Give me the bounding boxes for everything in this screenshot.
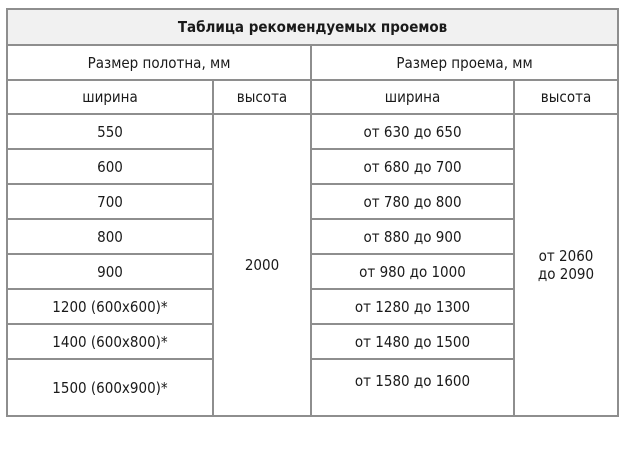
opening-height-line-2: до 2090 bbox=[537, 265, 595, 283]
leaf-width-cell: 900 bbox=[7, 254, 213, 289]
group-header-row bbox=[7, 45, 618, 80]
opening-height-line-1: от 2060 bbox=[538, 247, 594, 265]
leaf-width-cell: 800 bbox=[7, 219, 213, 254]
table-title: Таблица рекомендуемых проемов bbox=[7, 9, 618, 45]
opening-width-cell: от 1480 до 1500 bbox=[311, 324, 514, 359]
opening-height-cell bbox=[514, 114, 618, 416]
opening-width-cell: от 1280 до 1300 bbox=[311, 289, 514, 324]
table-row bbox=[7, 114, 618, 149]
leaf-width-header: ширина bbox=[7, 80, 213, 114]
recommended-openings-table-container bbox=[6, 8, 617, 417]
leaf-size-header: Размер полотна, мм bbox=[7, 45, 311, 80]
opening-height-header: высота bbox=[514, 80, 618, 114]
opening-width-cell: от 630 до 650 bbox=[311, 114, 514, 149]
opening-width-cell: от 980 до 1000 bbox=[311, 254, 514, 289]
leaf-width-cell: 1500 (600x900)* bbox=[7, 359, 213, 416]
leaf-width-cell: 1200 (600x600)* bbox=[7, 289, 213, 324]
leaf-width-cell: 700 bbox=[7, 184, 213, 219]
recommended-openings-table bbox=[6, 8, 619, 417]
opening-size-header: Размер проема, мм bbox=[311, 45, 618, 80]
leaf-width-cell: 1400 (600x800)* bbox=[7, 324, 213, 359]
leaf-width-cell: 600 bbox=[7, 149, 213, 184]
leaf-height-header: высота bbox=[213, 80, 311, 114]
opening-width-header: ширина bbox=[311, 80, 514, 114]
leaf-width-cell: 550 bbox=[7, 114, 213, 149]
subheader-row bbox=[7, 80, 618, 114]
opening-width-cell: от 780 до 800 bbox=[311, 184, 514, 219]
title-row bbox=[7, 9, 618, 45]
leaf-height-cell: 2000 bbox=[213, 114, 311, 416]
opening-width-cell: от 1580 до 1600 bbox=[311, 359, 514, 416]
opening-width-cell: от 680 до 700 bbox=[311, 149, 514, 184]
opening-width-cell: от 880 до 900 bbox=[311, 219, 514, 254]
